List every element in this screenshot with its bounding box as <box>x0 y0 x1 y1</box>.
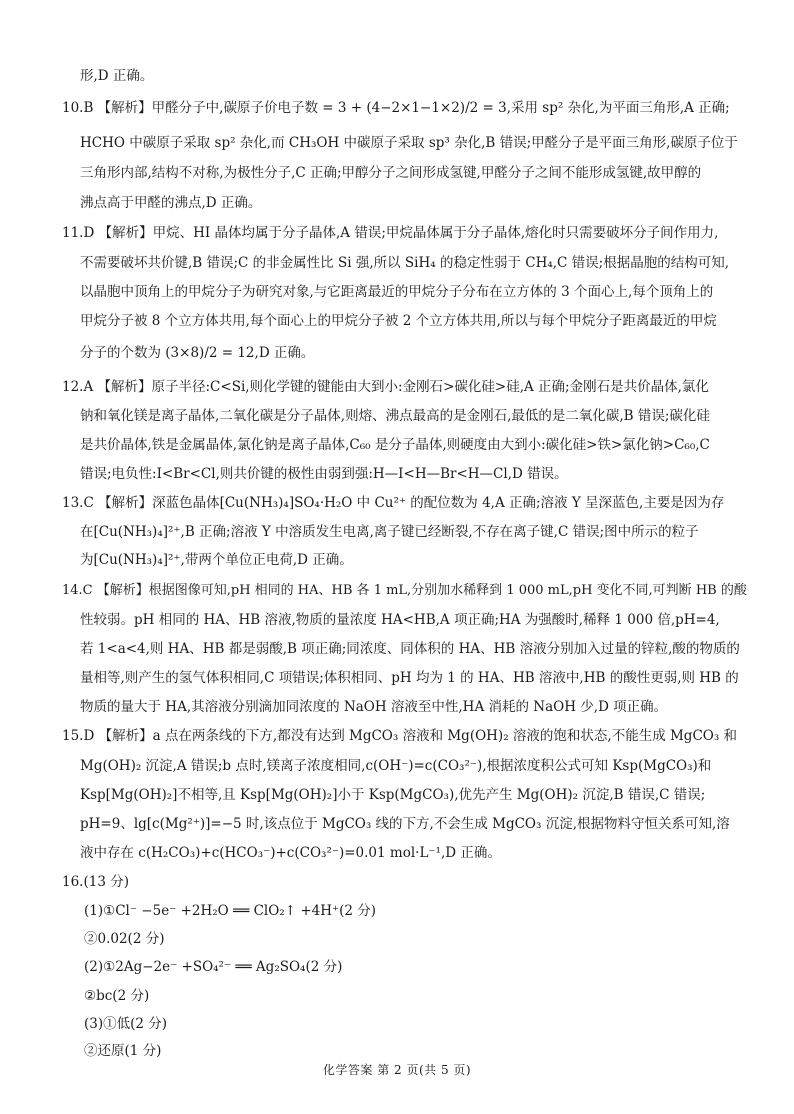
text-line: 10.B 【解析】甲醛分子中,碳原子价电子数 = 3 + (4−2×1−1×2)/2 = 3,采用 sp² 杂化,为平面三角形,A 正确; <box>62 100 730 116</box>
text-line: Mg(OH)₂ 沉淀,A 错误;b 点时,镁离子浓度相同,c(OH⁻)=c(CO₃²⁻),根据浓度积公式可知 Ksp(MgCO₃)和 <box>80 758 712 774</box>
text-line: 三角形内部,结构不对称,为极性分子,C 正确;甲醇分子之间形成氢键,甲醛分子之间不能形成氢键,故甲醇的 <box>80 165 702 181</box>
text-line: HCHO 中碳原子采取 sp² 杂化,而 CH₃OH 中碳原子采取 sp³ 杂化,B 错误;甲醛分子是平面三角形,碳原子位于 <box>80 135 738 151</box>
answer-line: (1)①Cl⁻ −5e⁻ +2H₂O ══ ClO₂↑ +4H⁺(2 分) <box>84 903 377 919</box>
text-line: 以晶胞中顶角上的甲烷分子为研究对象,与它距离最近的甲烷分子分布在立方体的 3 个面心上,每个顶角上的 <box>80 284 714 300</box>
text-line: 为[Cu(NH₃)₄]²⁺,带两个单位正电荷,D 正确。 <box>80 552 353 568</box>
text-line: 分子的个数为 (3×8)/2 = 12,D 正确。 <box>80 345 315 361</box>
text-line: 若 1<a<4,则 HA、HB 都是弱酸,B 项正确;同浓度、同体积的 HA、HB 溶液分别加入过量的锌粒,酸的物质的 <box>80 641 740 657</box>
answer-line: (3)①低(2 分) <box>84 1016 168 1032</box>
text-line: 形,D 正确。 <box>80 68 154 84</box>
answer-line: ②还原(1 分) <box>84 1043 162 1059</box>
answer-line: ②bc(2 分) <box>84 988 150 1004</box>
text-line: Ksp[Mg(OH)₂]不相等,且 Ksp[Mg(OH)₂]小于 Ksp(MgCO₃),优先产生 Mg(OH)₂ 沉淀,B 错误,C 错误; <box>80 787 706 803</box>
text-line: 沸点高于甲醛的沸点,D 正确。 <box>80 195 262 211</box>
text-line: 是共价晶体,铁是金属晶体,氯化钠是离子晶体,C₆₀ 是分子晶体,则硬度由大到小:碳化硅>铁>氯化钠>C₆₀,C <box>80 437 710 453</box>
text-line: 甲烷分子被 8 个立方体共用,每个面心上的甲烷分子被 2 个立方体共用,所以与每个甲烷分子距离最近的甲烷 <box>80 313 717 329</box>
answer-line: (2)①2Ag−2e⁻ +SO₄²⁻ ══ Ag₂SO₄(2 分) <box>84 959 343 975</box>
text-line: 物质的量大于 HA,其溶液分别滴加同浓度的 NaOH 溶液至中性,HA 消耗的 NaOH 少,D 项正确。 <box>80 699 668 715</box>
text-line: pH=9、lg[c(Mg²⁺)]=−5 时,该点位于 MgCO₃ 线的下方,不会生成 MgCO₃ 沉淀,根据物料守恒关系可知,溶 <box>80 816 730 832</box>
page-footer: 化学答案 第 2 页(共 5 页) <box>322 1063 472 1077</box>
text-line: 液中存在 c(H₂CO₃)+c(HCO₃⁻)+c(CO₃²⁻)=0.01 mol·L⁻¹,D 正确。 <box>80 845 501 861</box>
text-line: 钠和氧化镁是离子晶体,二氧化碳是分子晶体,则熔、沸点最高的是金刚石,最低的是二氧化碳,B 错误;碳化硅 <box>80 408 710 424</box>
text-line: 11.D 【解析】甲烷、HI 晶体均属于分子晶体,A 错误;甲烷晶体属于分子晶体,熔化时只需要破坏分子间作用力, <box>62 225 719 241</box>
text-line: 在[Cu(NH₃)₄]²⁺,B 正确;溶液 Y 中溶质发生电离,离子键已经断裂,不存在离子键,C 错误;图中所示的粒子 <box>80 524 699 540</box>
text-line: 14.C 【解析】根据图像可知,pH 相同的 HA、HB 各 1 mL,分别加水稀释到 1 000 mL,pH 变化不同,可判断 HB 的酸 <box>62 583 747 598</box>
answer-line: ②0.02(2 分) <box>84 931 165 947</box>
text-line: 错误;电负性:I<Br<Cl,则共价键的极性由弱到强:H—I<H—Br<H—Cl,D 错误。 <box>80 466 568 482</box>
text-line: 12.A 【解析】原子半径:C<Si,则化学键的键能由大到小:金刚石>碳化硅>硅,A 正确;金刚石是共价晶体,氯化 <box>62 379 709 395</box>
text-line: 15.D 【解析】a 点在两条线的下方,都没有达到 MgCO₃ 溶液和 Mg(OH)₂ 溶液的饱和状态,不能生成 MgCO₃ 和 <box>62 728 738 744</box>
text-line: 不需要破坏共价键,B 错误;C 的非金属性比 Si 强,所以 SiH₄ 的稳定性弱于 CH₄,C 错误;根据晶胞的结构可知, <box>80 255 730 271</box>
text-line: 13.C 【解析】深蓝色晶体[Cu(NH₃)₄]SO₄·H₂O 中 Cu²⁺ 的配位数为 4,A 正确;溶液 Y 呈深蓝色,主要是因为存 <box>62 495 725 511</box>
text-line: 量相等,则产生的氢气体积相同,C 项错误;体积相同、pH 均为 1 的 HA、HB 溶液中,HB 的酸性更弱,则 HB 的 <box>80 670 739 686</box>
question-heading: 16.(13 分) <box>62 874 129 890</box>
text-line: 性较弱。pH 相同的 HA、HB 溶液,物质的量浓度 HA<HB,A 项正确;HA 为强酸时,稀释 1 000 倍,pH=4, <box>80 612 720 628</box>
